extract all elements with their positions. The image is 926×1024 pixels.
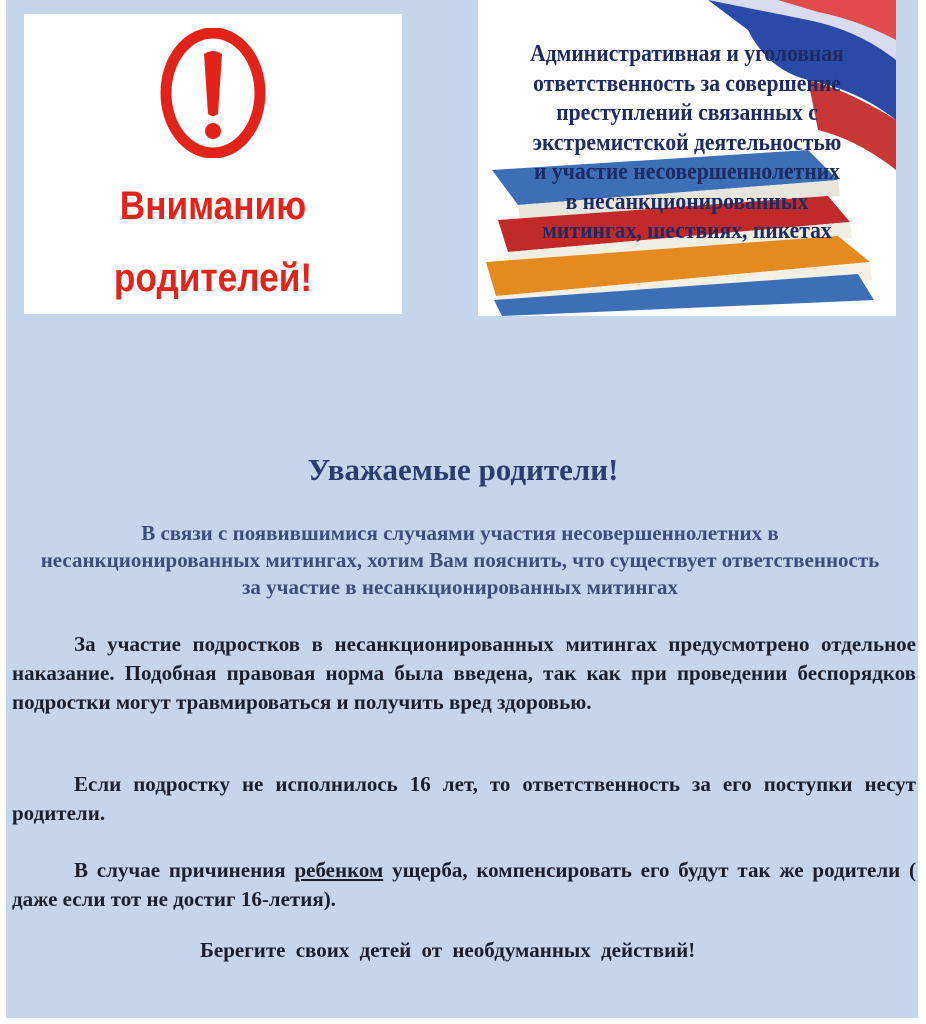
paragraph-damage-end: ущерба, компенсировать его будут так же родители ( даже если тот не достиг 16-летия).	[12, 858, 917, 911]
paragraph-damage-start: В случае причинения	[74, 858, 295, 882]
caption-line: в несанкционированных	[565, 188, 809, 215]
intro-text: В связи с появившимися случаями участия несовершеннолетних в несанкционированных митингах, хотим Вам пояснить, что существует ответственность за участие в несанкционированных митингах	[40, 521, 880, 599]
books-caption	[499, 40, 875, 247]
caption-line: Административная и уголовная	[530, 41, 844, 67]
caption-line: ответственность за совершение	[533, 70, 841, 97]
closing-line: Берегите своих детей от необдуманных действий!	[200, 938, 696, 962]
warning-line-1: Вниманию	[119, 184, 307, 228]
paragraph-punishment: За участие подростков в несанкционированных митингах предусмотрено отдельное наказание. Подобная правовая норма была введена, так как при проведении беспорядков подростки могут травмироваться и получить вред здоровью.	[12, 632, 916, 714]
caption-line: преступлений связанных с	[556, 100, 818, 126]
page-title: Уважаемые родители!	[307, 452, 619, 487]
warning-poster	[24, 14, 402, 314]
books-poster	[478, 0, 896, 316]
underlined-word: ребенком	[294, 858, 384, 882]
paragraph-damage	[12, 856, 916, 914]
exclamation-circle-icon	[160, 28, 266, 158]
caption-line: экстремистской деятельностью	[532, 129, 842, 156]
caption-line: и участие несовершеннолетних	[534, 159, 840, 185]
paragraph-age: Если подростку не исполнилось 16 лет, то ответственность за его поступки несут родители.	[12, 772, 916, 825]
caption-line: митингах, шествиях, пикетах	[542, 218, 832, 244]
warning-line-2: родителей!	[113, 256, 313, 300]
